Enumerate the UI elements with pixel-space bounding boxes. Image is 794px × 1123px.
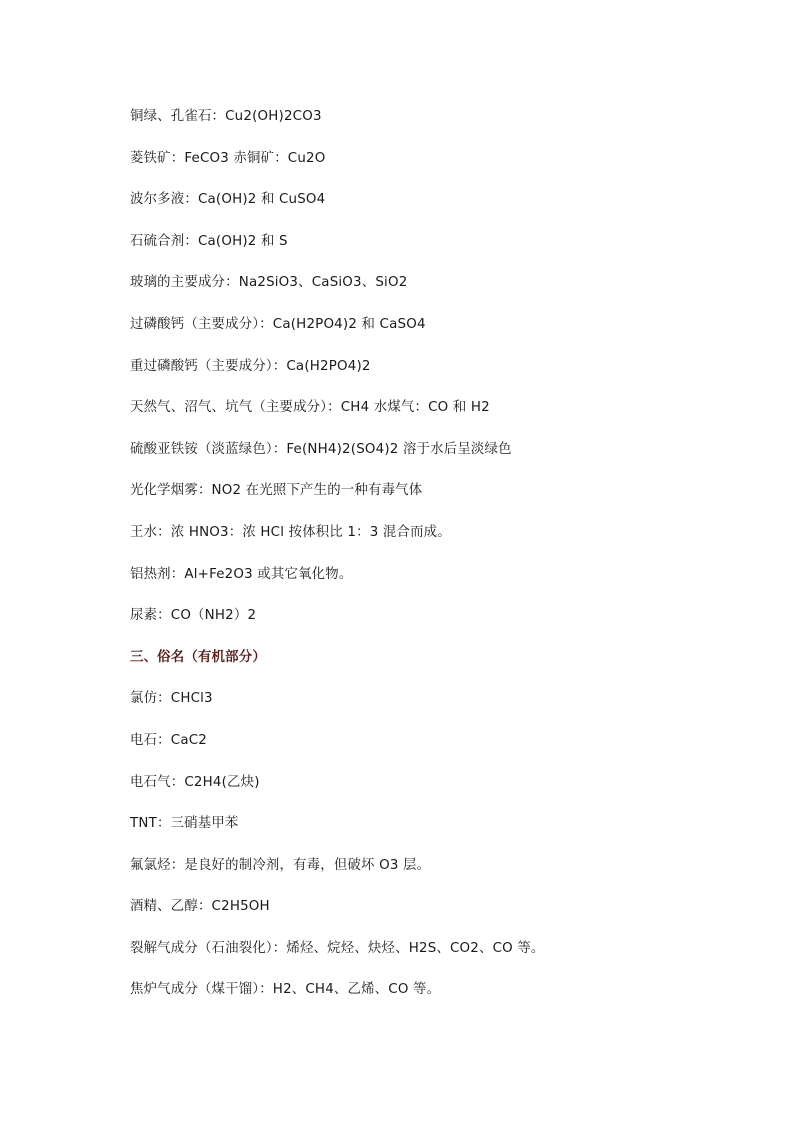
text-line: 菱铁矿：FeCO3 赤铜矿：Cu2O [130, 150, 326, 166]
text-line: 尿素：CO（NH2）2 [130, 608, 257, 624]
text-line: TNT：三硝基甲苯 [130, 816, 239, 832]
text-line: 裂解气成分（石油裂化）：烯烃、烷烃、炔烃、H2S、CO2、CO 等。 [130, 940, 545, 956]
text-line: 铝热剂：Al+Fe2O3 或其它氧化物。 [130, 566, 353, 582]
text-line: 波尔多液：Ca(OH)2 和 CuSO4 [130, 192, 326, 208]
text-line: 过磷酸钙（主要成分）：Ca(H2PO4)2 和 CaSO4 [130, 316, 426, 332]
text-line: 氯仿：CHCl3 [130, 691, 213, 707]
text-line: 焦炉气成分（煤干馏）：H2、CH4、乙烯、CO 等。 [130, 982, 441, 998]
text-line: 氟氯烃：是良好的制冷剂，有毒，但破坏 O3 层。 [130, 857, 431, 873]
text-line: 王水：浓 HNO3：浓 HCl 按体积比 1：3 混合而成。 [130, 524, 451, 540]
text-line: 铜绿、孔雀石：Cu2(OH)2CO3 [130, 109, 322, 124]
text-line: 酒精、乙醇：C2H5OH [130, 899, 270, 915]
section-heading: 三、俗名（有机部分） [130, 649, 266, 665]
text-line: 玻璃的主要成分：Na2SiO3、CaSiO3、SiO2 [130, 275, 408, 291]
text-line: 硫酸亚铁铵（淡蓝绿色）：Fe(NH4)2(SO4)2 溶于水后呈淡绿色 [130, 441, 512, 457]
document-body [130, 106, 750, 1021]
text-line: 光化学烟雾：NO2 在光照下产生的一种有毒气体 [130, 483, 423, 499]
text-line: 电石：CaC2 [130, 732, 207, 748]
text-line: 重过磷酸钙（主要成分）：Ca(H2PO4)2 [130, 358, 371, 374]
text-line: 天然气、沼气、坑气（主要成分）：CH4 水煤气：CO 和 H2 [130, 400, 490, 416]
text-line: 电石气：C2H4(乙炔) [130, 774, 260, 790]
text-line: 石硫合剂：Ca(OH)2 和 S [130, 233, 288, 249]
